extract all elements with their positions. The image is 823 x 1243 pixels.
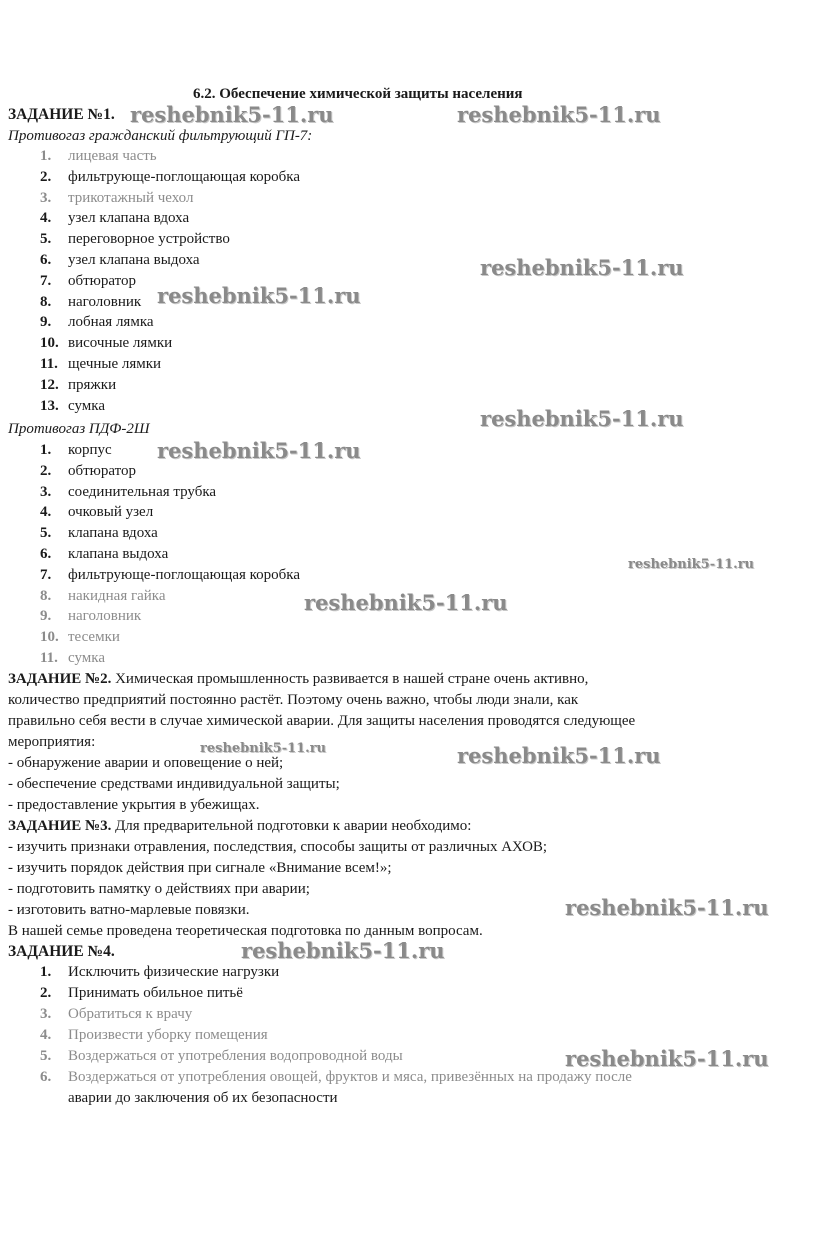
watermark: reshebnik5-11.ru <box>480 406 684 431</box>
task4-item-number: 2. <box>40 984 52 1001</box>
pdf-item-text: фильтрующе-поглощающая коробка <box>68 566 301 583</box>
task2-line-0: ЗАДАНИЕ №2. Химическая промышленность развивается в нашей стране очень активно, <box>8 671 589 687</box>
gp7-item-text: сумка <box>68 397 105 414</box>
watermark: reshebnik5-11.ru <box>200 741 327 756</box>
gp7-item-number: 10. <box>40 335 59 352</box>
gp7-item-number: 1. <box>40 148 52 164</box>
gp7-item-text: лицевая часть <box>68 148 157 164</box>
watermark: reshebnik5-11.ru <box>457 102 661 127</box>
gp7-item-number: 3. <box>40 189 52 206</box>
pdf-item-text: обтюратор <box>68 462 137 479</box>
watermark: reshebnik5-11.ru <box>157 283 361 308</box>
watermark: reshebnik5-11.ru <box>304 590 508 615</box>
task3-line-5: В нашей семье проведена теоретическая подготовка по данным вопросам. <box>8 923 483 939</box>
gp7-item-number: 13. <box>40 397 59 414</box>
task4-item <box>40 964 279 981</box>
pdf-item <box>40 567 300 584</box>
gp7-item <box>40 169 300 186</box>
task2-line-3: мероприятия: <box>8 734 96 750</box>
gp7-item <box>40 148 157 165</box>
pdf-item-number: 1. <box>40 442 52 458</box>
pdf-item-text: клапана вдоха <box>68 525 158 542</box>
pdf-item-number: 4. <box>40 504 52 521</box>
task4-item <box>40 985 243 1002</box>
pdf-item <box>40 525 158 542</box>
gp7-item-number: 9. <box>40 314 52 331</box>
gp7-item-text: височные лямки <box>68 335 173 352</box>
gp7-item <box>40 398 105 415</box>
pdf-item-text: соединительная трубка <box>68 483 217 500</box>
task4-item <box>40 1069 632 1086</box>
pdf-item-text: клапана выдоха <box>68 546 169 562</box>
pdf-item-number: 9. <box>40 608 52 625</box>
pdf-item-number: 11. <box>40 650 58 666</box>
pdf-item-number: 7. <box>40 566 52 583</box>
task1-header: ЗАДАНИЕ №1. <box>8 106 115 123</box>
gp7-title: Противогаз гражданский фильтрующий ГП-7: <box>8 128 313 144</box>
page-title: 6.2. Обеспечение химической защиты населения <box>193 86 523 102</box>
task3-line-1: - изучить признаки отравления, последствия, способы защиты от различных АХОВ; <box>8 839 548 855</box>
gp7-item-number: 6. <box>40 252 52 268</box>
watermark: reshebnik5-11.ru <box>628 557 755 572</box>
task4-item-text: Произвести уборку помещения <box>68 1026 268 1043</box>
task4-item <box>40 1006 192 1023</box>
pdf-item-text: корпус <box>68 442 112 458</box>
gp7-item-text: узел клапана выдоха <box>68 252 200 268</box>
gp7-item-text: лобная лямка <box>68 314 154 331</box>
task4-item-text: Обратиться к врачу <box>68 1005 193 1022</box>
gp7-item-number: 5. <box>40 231 52 248</box>
task4-item-number: 6. <box>40 1068 52 1085</box>
task4-item6-continuation: аварии до заключения об их безопасности <box>68 1090 338 1106</box>
gp7-item-number: 7. <box>40 272 52 289</box>
task2-line-4: - обнаружение аварии и оповещение о ней; <box>8 755 284 771</box>
pdf-title: Противогаз ПДФ-2Ш <box>8 421 150 437</box>
task3-line-0: ЗАДАНИЕ №3. Для предварительной подготовки к аварии необходимо: <box>8 818 472 834</box>
task4-item-number: 1. <box>40 964 52 980</box>
pdf-item <box>40 504 153 521</box>
gp7-item <box>40 252 200 269</box>
task2-line-5: - обеспечение средствами индивидуальной защиты; <box>8 776 340 792</box>
watermark: reshebnik5-11.ru <box>565 1046 769 1071</box>
task4-item-text: Воздержаться от употребления овощей, фруктов и мяса, привезённых на продажу после <box>68 1068 632 1085</box>
pdf-item <box>40 650 105 667</box>
gp7-item-text: узел клапана вдоха <box>68 210 190 227</box>
task3-line-3: - подготовить памятку о действиях при аварии; <box>8 881 310 897</box>
pdf-item-number: 8. <box>40 587 52 604</box>
pdf-item-number: 6. <box>40 546 52 562</box>
pdf-item-number: 5. <box>40 525 52 542</box>
pdf-item <box>40 629 120 646</box>
watermark: reshebnik5-11.ru <box>130 102 334 127</box>
gp7-item-number: 2. <box>40 168 52 185</box>
task4-item <box>40 1048 403 1065</box>
gp7-item-text: фильтрующе-поглощающая коробка <box>68 168 301 185</box>
gp7-item <box>40 356 161 373</box>
task2-line-2: правильно себя вести в случае химической аварии. Для защиты населения проводятся следующее <box>8 713 636 729</box>
gp7-item-text: наголовник <box>68 293 142 310</box>
gp7-item <box>40 314 154 331</box>
gp7-item <box>40 273 136 290</box>
pdf-item-number: 10. <box>40 629 59 646</box>
task2-line-1: количество предприятий постоянно растёт. Поэтому очень важно, чтобы люди знали, как <box>8 692 579 708</box>
gp7-item <box>40 294 141 311</box>
pdf-item-text: тесемки <box>68 629 120 646</box>
pdf-item <box>40 484 216 501</box>
watermark: reshebnik5-11.ru <box>157 438 361 463</box>
task3-line-4: - изготовить ватно-марлевые повязки. <box>8 902 250 918</box>
gp7-item <box>40 377 116 394</box>
task4-item-number: 3. <box>40 1005 52 1022</box>
pdf-item-number: 2. <box>40 462 52 479</box>
gp7-item-text: пряжки <box>68 376 117 393</box>
gp7-item-text: трикотажный чехол <box>68 189 194 206</box>
gp7-item-number: 11. <box>40 356 58 372</box>
gp7-item-text: переговорное устройство <box>68 231 230 248</box>
gp7-item <box>40 335 172 352</box>
watermark: reshebnik5-11.ru <box>241 938 445 963</box>
gp7-item-number: 4. <box>40 210 52 227</box>
gp7-item-number: 8. <box>40 293 52 310</box>
task4-header: ЗАДАНИЕ №4. <box>8 943 115 960</box>
watermark: reshebnik5-11.ru <box>565 895 769 920</box>
task4-item-text: Воздержаться от употребления водопроводной воды <box>68 1047 403 1064</box>
watermark: reshebnik5-11.ru <box>480 255 684 280</box>
pdf-item-text: очковый узел <box>68 504 154 521</box>
task2-line-6: - предоставление укрытия в убежищах. <box>8 797 260 813</box>
task4-item-text: Исключить физические нагрузки <box>68 964 280 980</box>
gp7-item-text: щечные лямки <box>68 356 162 372</box>
task4-item-text: Принимать обильное питьё <box>68 984 243 1001</box>
pdf-item <box>40 442 112 459</box>
pdf-item <box>40 608 141 625</box>
pdf-item <box>40 463 136 480</box>
task3-line-2: - изучить порядок действия при сигнале «Внимание всем!»; <box>8 860 392 876</box>
pdf-item-text: наголовник <box>68 608 142 625</box>
task4-item <box>40 1027 268 1044</box>
gp7-item-text: обтюратор <box>68 272 137 289</box>
task3-header: ЗАДАНИЕ №3. <box>8 818 112 834</box>
pdf-item-number: 3. <box>40 483 52 500</box>
gp7-item-number: 12. <box>40 376 59 393</box>
pdf-item <box>40 546 168 563</box>
task2-header: ЗАДАНИЕ №2. <box>8 671 112 687</box>
pdf-item-text: накидная гайка <box>68 587 166 604</box>
pdf-item-text: сумка <box>68 650 105 666</box>
task4-item-number: 5. <box>40 1047 52 1064</box>
pdf-item <box>40 588 166 605</box>
watermark: reshebnik5-11.ru <box>457 743 661 768</box>
gp7-item <box>40 231 230 248</box>
gp7-item <box>40 190 193 207</box>
task4-item-number: 4. <box>40 1026 52 1043</box>
gp7-item <box>40 210 189 227</box>
